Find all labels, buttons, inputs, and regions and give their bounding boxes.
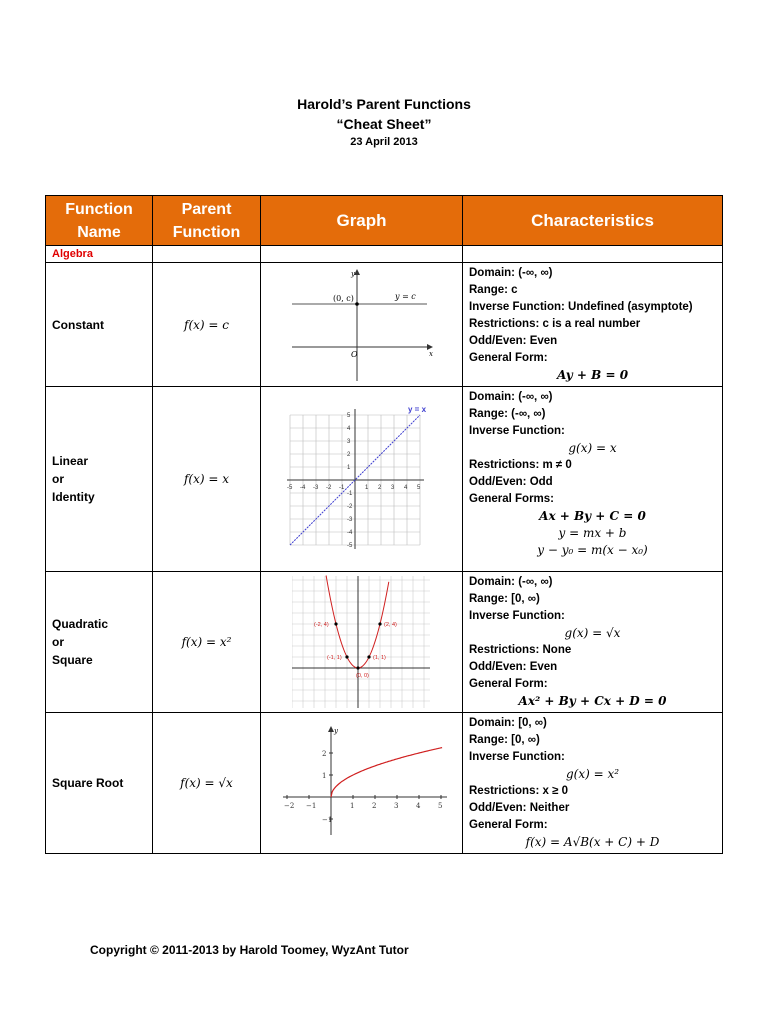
y-tick-label: 5 (346, 413, 350, 419)
graph-quadratic (261, 572, 463, 713)
range-text: Range: c (469, 284, 518, 296)
x-tick-label: 3 (390, 485, 394, 491)
x-tick-label: −2 (283, 802, 294, 810)
y-tick-label: -3 (346, 517, 352, 523)
y-tick-label: 3 (346, 439, 350, 445)
range-text: Range: [0, ∞) (469, 593, 540, 605)
odd-even-text: Odd/Even: Neither (469, 802, 570, 814)
graph-constant (261, 263, 463, 387)
characteristics (463, 263, 723, 387)
x-tick-label: 1 (349, 802, 354, 810)
restrictions-text: Restrictions: x ≥ 0 (469, 785, 568, 797)
inverse-label: Inverse Function: (469, 751, 565, 763)
point-label: (-1, 1) (326, 655, 342, 661)
inverse-text: Inverse Function: Undefined (asymptote) (469, 301, 693, 313)
col-header-characteristics: Characteristics (463, 196, 723, 246)
domain-text: Domain: (-∞, ∞) (469, 576, 553, 588)
title-block (0, 95, 768, 151)
function-name: Quadratic or Square (46, 572, 153, 713)
parent-function: f(x) = x² (153, 572, 261, 713)
y-tick-label: -2 (346, 504, 352, 510)
y-tick-label: 1 (346, 465, 350, 471)
doc-title: Harold’s Parent Functions (297, 96, 471, 112)
general-form-label: General Forms: (469, 493, 554, 505)
y-tick-label: 1 (321, 772, 326, 780)
copyright-footer: Copyright © 2011-2013 by Harold Toomey, WyzAnt Tutor (90, 943, 409, 957)
x-tick-label: -1 (338, 485, 344, 491)
characteristics (463, 713, 723, 854)
x-tick-label: -3 (312, 485, 318, 491)
odd-even-text: Odd/Even: Odd (469, 476, 553, 488)
domain-text: Domain: (-∞, ∞) (469, 267, 553, 279)
line-label: y = c (394, 291, 416, 301)
point-label: (0, 0) (355, 673, 369, 679)
x-tick-label: -5 (286, 485, 292, 491)
inverse-formula: g(x) = x (568, 441, 617, 455)
table-row (46, 387, 723, 572)
restrictions-text: Restrictions: m ≠ 0 (469, 459, 572, 471)
y-tick-label: 2 (321, 750, 326, 758)
functions-table (45, 195, 723, 854)
point-label: (-2, 4) (313, 622, 329, 628)
function-name: Square Root (46, 713, 153, 854)
general-form-formula: y = mx + b (558, 526, 627, 540)
general-form-formula: Ax + By + C = 0 (539, 509, 646, 523)
line-label: y = x (407, 405, 426, 414)
function-name: Constant (46, 263, 153, 387)
x-axis-label: x (428, 349, 433, 358)
inverse-formula: g(x) = √x (564, 626, 621, 640)
inverse-formula: g(x) = x² (565, 767, 620, 781)
general-form-formula: Ax² + By + Cx + D = 0 (518, 694, 667, 708)
table-row (46, 572, 723, 713)
function-name: Linear or Identity (46, 387, 153, 572)
table-row (46, 263, 723, 387)
general-form-formula: f(x) = A√B(x + C) + D (525, 835, 660, 849)
domain-text: Domain: (-∞, ∞) (469, 391, 553, 403)
range-text: Range: [0, ∞) (469, 734, 540, 746)
graph-square-root (261, 713, 463, 854)
y-tick-label: -5 (346, 543, 352, 549)
x-tick-label: 4 (403, 485, 407, 491)
x-tick-label: -4 (299, 485, 305, 491)
plot-point (345, 655, 348, 658)
x-tick-label: 4 (415, 802, 420, 810)
x-tick-label: 2 (371, 802, 376, 810)
col-header-parent: Parent Function (153, 196, 261, 246)
x-tick-label: -2 (325, 485, 331, 491)
odd-even-text: Odd/Even: Even (469, 335, 558, 347)
plot-point (367, 655, 370, 658)
range-text: Range: (-∞, ∞) (469, 408, 546, 420)
parent-function: f(x) = √x (153, 713, 261, 854)
table-row (46, 713, 723, 854)
point-label: (2, 4) (383, 622, 397, 628)
category-label: Algebra (46, 246, 153, 263)
col-header-graph: Graph (261, 196, 463, 246)
x-tick-label: 5 (416, 485, 420, 491)
origin-label: O (350, 349, 358, 359)
x-tick-label: −1 (305, 802, 316, 810)
general-form-formula: y − y₀ = m(x − x₀) (537, 543, 648, 557)
general-form-formula: Ay + B = 0 (556, 368, 629, 382)
point-label: (1, 1) (372, 655, 386, 661)
graph-linear (261, 387, 463, 572)
y-tick-label: 4 (346, 426, 350, 432)
x-tick-label: 2 (377, 485, 381, 491)
y-axis-label: y (350, 269, 355, 278)
restrictions-text: Restrictions: None (469, 644, 572, 656)
x-tick-label: 5 (437, 802, 442, 810)
general-form-label: General Form: (469, 352, 548, 364)
category-row (46, 246, 723, 263)
doc-subtitle: “Cheat Sheet” (336, 116, 432, 132)
domain-text: Domain: [0, ∞) (469, 717, 547, 729)
x-tick-label: 3 (393, 802, 398, 810)
characteristics (463, 572, 723, 713)
y-tick-label: -4 (346, 530, 352, 536)
sqrt-curve (331, 748, 442, 797)
plot-point (334, 622, 337, 625)
characteristics (463, 387, 723, 572)
doc-date: 23 April 2013 (350, 136, 418, 148)
point-label: (0, c) (332, 293, 354, 303)
table-header-row (46, 196, 723, 246)
inverse-label: Inverse Function: (469, 425, 565, 437)
restrictions-text: Restrictions: c is a real number (469, 318, 641, 330)
odd-even-text: Odd/Even: Even (469, 661, 558, 673)
general-form-label: General Form: (469, 678, 548, 690)
y-axis-label: y (333, 727, 338, 735)
general-form-label: General Form: (469, 819, 548, 831)
col-header-name: Function Name (46, 196, 153, 246)
y-tick-label: -1 (346, 491, 352, 497)
plot-point (378, 622, 381, 625)
parent-function: f(x) = c (153, 263, 261, 387)
plot-point (356, 666, 359, 669)
inverse-label: Inverse Function: (469, 610, 565, 622)
y-tick-label: −1 (321, 816, 332, 824)
y-tick-label: 2 (346, 452, 350, 458)
x-tick-label: 1 (364, 485, 368, 491)
parent-function: f(x) = x (153, 387, 261, 572)
